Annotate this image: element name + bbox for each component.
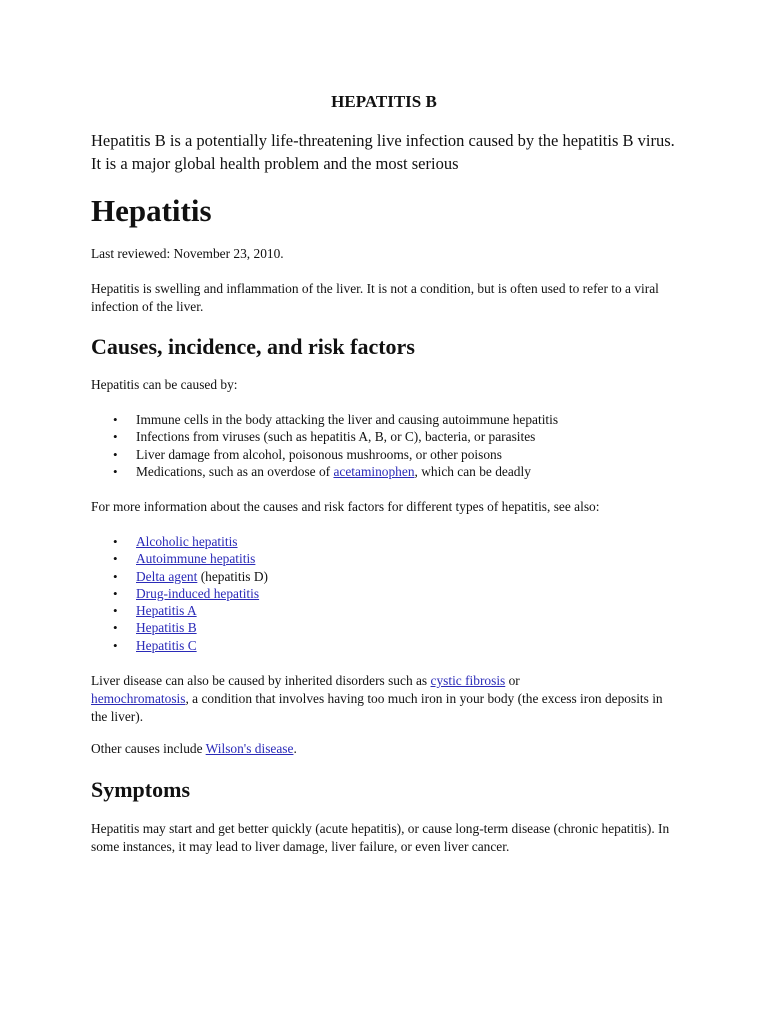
- causes-list: [91, 411, 681, 480]
- intro-paragraph: Hepatitis B is a potentially life-threatening live infection caused by the hepatitis B virus. It is a major global health problem and the most serious: [91, 131, 675, 173]
- hepatitis-b-link[interactable]: Hepatitis B: [136, 620, 197, 636]
- hepatitis-a-link[interactable]: Hepatitis A: [136, 603, 197, 619]
- list-item-text: , which can be deadly: [414, 463, 531, 479]
- causes-heading: Causes, incidence, and risk factors: [91, 334, 415, 359]
- list-item: [91, 446, 681, 463]
- drug-induced-hepatitis-link[interactable]: Drug-induced hepatitis: [136, 585, 260, 601]
- hepatitis-types-list: [91, 533, 681, 654]
- causes-lead: Hepatitis can be caused by:: [91, 377, 238, 392]
- definition-paragraph: Hepatitis is swelling and inflammation of the liver. It is not a condition, but is often used to refer to a viral infection of the liver.: [91, 281, 659, 314]
- list-item: [91, 550, 681, 567]
- more-info-paragraph: For more information about the causes and risk factors for different types of hepatitis, see also:: [91, 499, 600, 514]
- list-item-text: Infections from viruses (such as hepatitis A, B, or C), bacteria, or parasites: [136, 429, 536, 445]
- symptoms-heading: Symptoms: [91, 777, 191, 802]
- list-item: [91, 637, 681, 654]
- list-item: [91, 619, 681, 636]
- alcoholic-hepatitis-link[interactable]: Alcoholic hepatitis: [136, 534, 238, 549]
- list-item: [91, 602, 681, 619]
- delta-agent-link[interactable]: Delta agent: [136, 568, 198, 584]
- list-item: [91, 428, 681, 445]
- list-item-text: Liver damage from alcohol, poisonous mushrooms, or other poisons: [136, 446, 502, 462]
- hemochromatosis-link[interactable]: hemochromatosis: [91, 691, 186, 706]
- list-item: [91, 411, 681, 428]
- wilsons-disease-link[interactable]: Wilson's disease: [205, 741, 294, 756]
- inherited-paragraph: Liver disease can also be caused by inherited disorders such as cystic fibrosis or hemochromatosis, a condition that involves having too much iron in your body (the excess iron deposits in the liver).: [91, 673, 663, 724]
- list-item: [91, 568, 681, 585]
- list-item: [91, 533, 681, 550]
- acetaminophen-link[interactable]: acetaminophen: [333, 463, 415, 479]
- hepatitis-c-link[interactable]: Hepatitis C: [136, 637, 197, 653]
- cystic-fibrosis-link[interactable]: cystic fibrosis: [430, 673, 506, 688]
- list-item: [91, 585, 681, 602]
- symptoms-paragraph: Hepatitis may start and get better quickly (acute hepatitis), or cause long-term disease (chronic hepatitis). In some instances, it may lead to liver damage, liver failure, or even liver cancer.: [91, 821, 670, 854]
- hepatitis-heading: Hepatitis: [91, 193, 212, 228]
- autoimmune-hepatitis-link[interactable]: Autoimmune hepatitis: [136, 551, 256, 567]
- document-title: HEPATITIS B: [331, 92, 437, 111]
- list-item-text: (hepatitis D): [197, 568, 268, 584]
- list-item-text: Medications, such as an overdose of: [136, 463, 334, 479]
- last-reviewed: Last reviewed: November 23, 2010.: [91, 246, 284, 261]
- list-item-text: Immune cells in the body attacking the liver and causing autoimmune hepatitis: [136, 412, 559, 427]
- list-item: [91, 463, 681, 480]
- other-causes-paragraph: Other causes include Wilson's disease.: [91, 741, 297, 756]
